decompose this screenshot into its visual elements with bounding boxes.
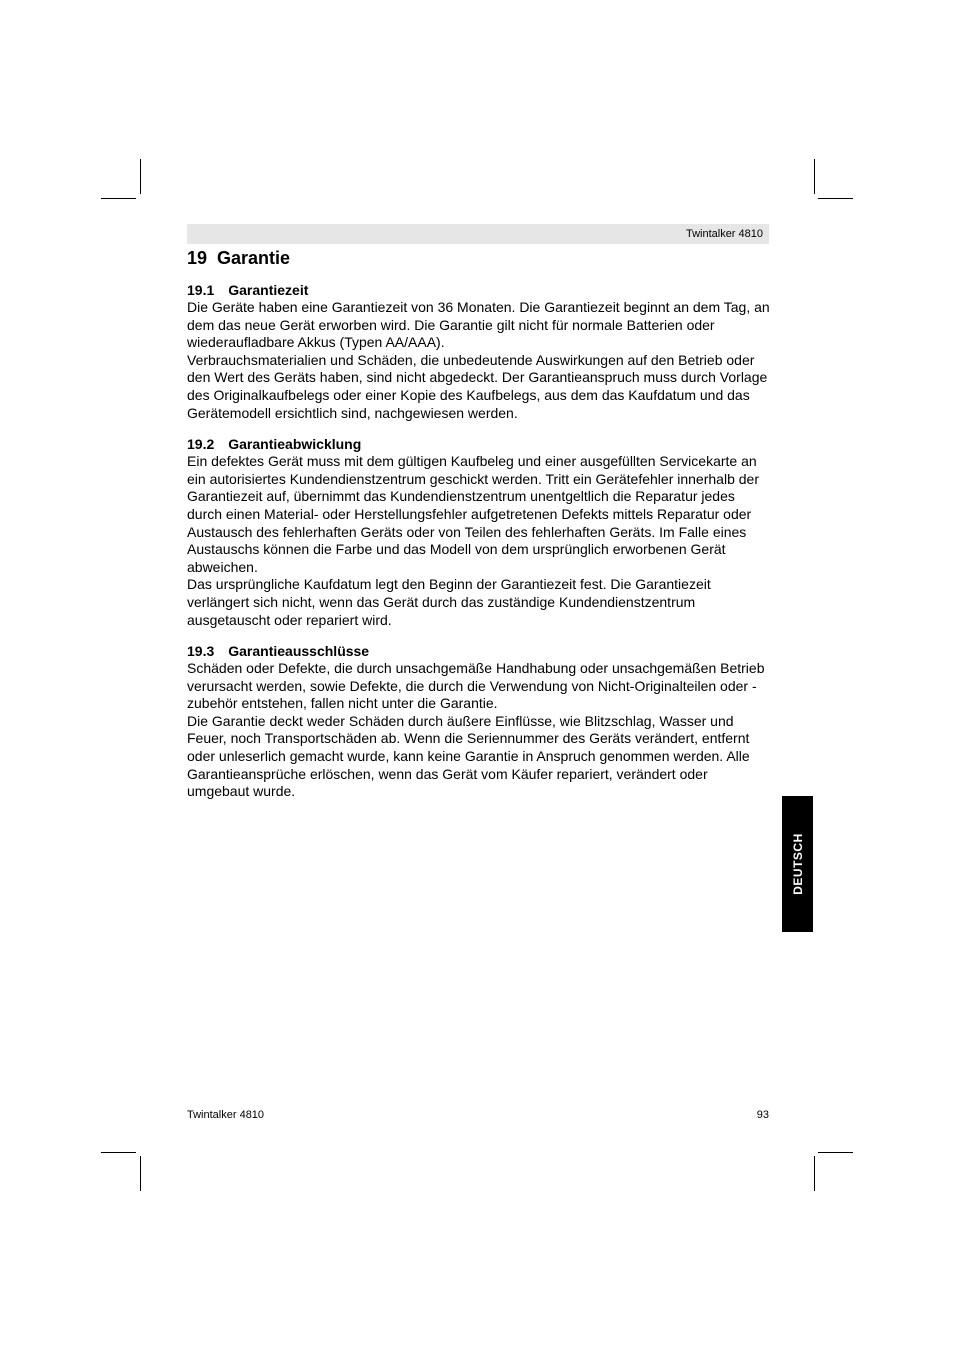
crop-mark <box>101 198 136 199</box>
section-garantiezeit <box>187 281 771 422</box>
chapter-number: 19 <box>187 248 208 268</box>
footer-product-name: Twintalker 4810 <box>187 1109 265 1121</box>
running-header <box>187 224 769 244</box>
paragraph: Das ursprüngliche Kaufdatum legt den Beginn der Garantiezeit fest. Die Garantiezeit verlängert sich nicht, wenn das Gerät durch das zuständige Kundendienstzentrum ausgetauscht oder repariert wird. <box>187 576 711 628</box>
page-number: 93 <box>756 1109 769 1121</box>
crop-mark <box>814 1156 815 1191</box>
header-product-name: Twintalker 4810 <box>685 228 763 240</box>
paragraph: Die Garantie deckt weder Schäden durch äußere Einflüsse, wie Blitzschlag, Wasser und Feuer, noch Transportschäden ab. Wenn die Seriennummer des Geräts verändert, entfernt oder unleserlich gemacht wurde, kann keine Garantie in Anspruch genommen werden. Alle Garantieansprüche erlöschen, wenn das Gerät vom Käufer repariert, verändert oder umgebaut wurde. <box>187 712 750 800</box>
section-garantieabwicklung <box>187 435 771 629</box>
paragraph: Die Geräte haben eine Garantiezeit von 36 Monaten. Die Garantiezeit beginnt an dem Tag, an dem das neue Gerät erworben wird. Die Garantie gilt nicht für normale Batterien oder wiederaufladbare Akkus (Typen AA/AAA). <box>187 299 770 351</box>
crop-mark <box>814 159 815 194</box>
chapter-title: Garantie <box>217 248 291 268</box>
page-content <box>187 246 771 801</box>
section-heading <box>187 435 771 453</box>
paragraph: Verbrauchsmaterialien und Schäden, die unbedeutende Auswirkungen auf den Betrieb oder den Wert des Geräts haben, sind nicht abgedeckt. Der Garantieanspruch muss durch Vorlage des Originalkaufbelegs oder einer Kopie des Kaufbelegs, aus dem das Kaufdatum und das Gerätemodell ersichtlich sind, nachgewiesen werden. <box>187 351 768 421</box>
paragraph: Ein defektes Gerät muss mit dem gültigen Kaufbeleg und einer ausgefüllten Servicekarte an ein autorisiertes Kundendienstzentrum geschickt werden. Tritt ein Gerätefehler innerhalb der Garantiezeit auf, übernimmt das Kundendienstzentrum unentgeltlich die Reparatur jedes durch einen Material- oder Herstellungsfehler aufgetretenen Defekts mittels Reparatur oder Austausch des fehlerhaften Geräts oder von Teilen des fehlerhaften Geräts. Im Falle eines Austauschs können die Farbe und das Modell von dem ursprünglich erworbenen Gerät abweichen. <box>187 453 759 575</box>
section-heading <box>187 281 771 299</box>
paragraph: Schäden oder Defekte, die durch unsachgemäße Handhabung oder unsachgemäßen Betrieb verursacht werden, sowie Defekte, die durch die Verwendung von Nicht-Originalteilen oder -zubehör entstehen, fallen nicht unter die Garantie. <box>187 660 765 712</box>
section-number: 19.3 <box>187 643 215 660</box>
crop-mark <box>140 159 141 194</box>
language-tab-label: DEUTSCH <box>790 833 805 895</box>
section-title: Garantieausschlüsse <box>228 643 370 660</box>
section-title: Garantieabwicklung <box>228 436 362 453</box>
crop-mark <box>101 1152 136 1153</box>
crop-mark <box>818 198 853 199</box>
section-title: Garantiezeit <box>228 282 309 298</box>
crop-mark <box>818 1152 853 1153</box>
chapter-heading <box>187 246 771 270</box>
crop-mark <box>140 1156 141 1191</box>
section-garantieausschluesse <box>187 642 771 801</box>
section-number: 19.2 <box>187 436 215 453</box>
section-heading <box>187 642 771 660</box>
language-tab <box>782 796 813 932</box>
section-number: 19.1 <box>187 282 215 298</box>
